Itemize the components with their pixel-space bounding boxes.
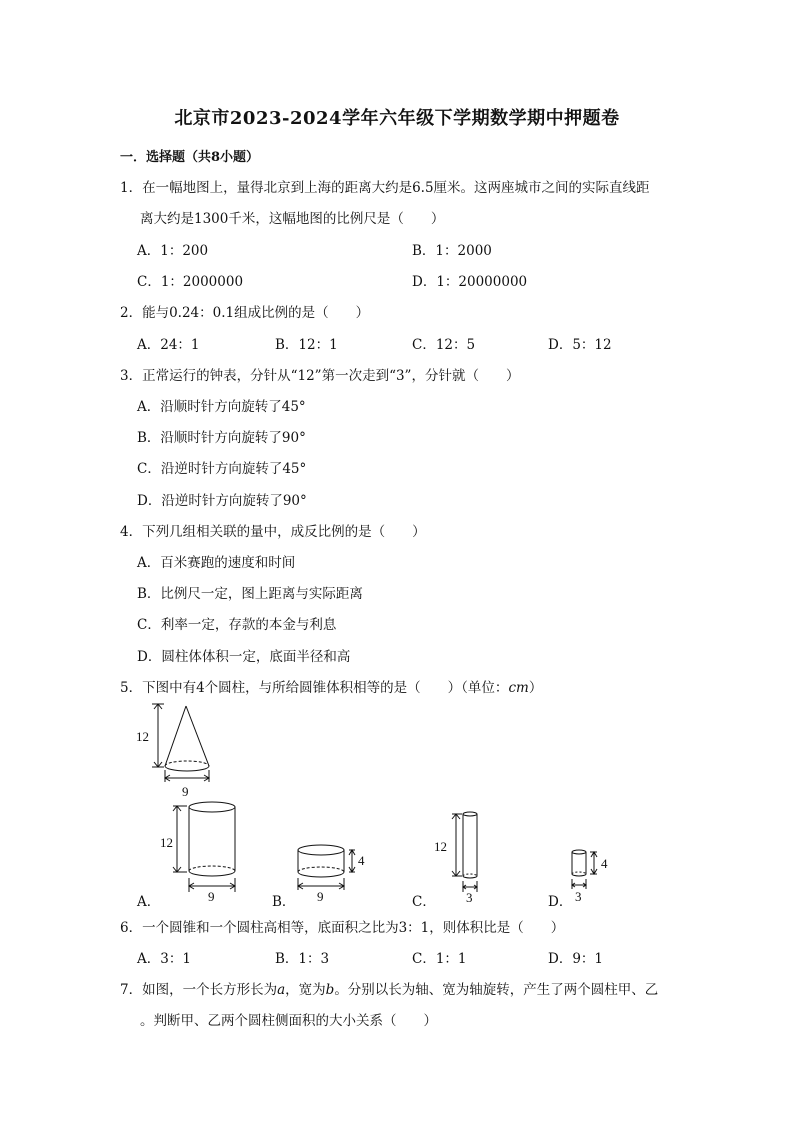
q6-stem: 6．一个圆锥和一个圆柱高相等，底面积之比为3：1，则体积比是（ ） [120, 920, 565, 936]
cylinder-d-figure[interactable] [566, 846, 626, 908]
q4-option-b[interactable]: B．比例尺一定，图上距离与实际距离 [137, 586, 363, 602]
q1-stem-line1: 1．在一幅地图上，量得北京到上海的距离大约是6.5厘米。这两座城市之间的实际直线距 [120, 180, 650, 196]
q5-option-c-label[interactable]: C． [412, 894, 436, 910]
q7-stem-line1 [120, 978, 658, 998]
q7-stem-line2: 。判断甲、乙两个圆柱侧面积的大小关系（ ） [140, 1013, 437, 1029]
cylinder-d-diameter-label: 3 [575, 889, 582, 904]
cylinder-c-figure[interactable] [434, 808, 494, 908]
q7-text-c: 。分别以长为轴、宽为轴旋转，产生了两个圆柱甲、乙 [334, 982, 659, 998]
section-heading: 一．选择题（共8小题） [120, 150, 260, 165]
q1-stem-line2: 离大约是1300千米，这幅地图的比例尺是（ ） [140, 211, 445, 227]
q5-unit-close: ） [528, 680, 543, 696]
q3-option-d[interactable]: D．沿逆时针方向旋转了90° [137, 493, 307, 509]
cylinder-c-height-label: 12 [434, 839, 447, 854]
q2-option-a[interactable]: A．24：1 [137, 337, 200, 353]
q6-option-c[interactable]: C．1：1 [412, 951, 467, 967]
q6-option-a[interactable]: A．3：1 [137, 951, 191, 967]
cylinder-b-height-label: 4 [358, 853, 365, 868]
cylinder-a-figure[interactable] [160, 800, 250, 910]
cylinder-a-diameter-label: 9 [208, 889, 215, 904]
q4-option-d[interactable]: D．圆柱体体积一定，底面半径和高 [137, 649, 351, 665]
q7-var-a: a [277, 982, 286, 998]
q2-option-d[interactable]: D．5：12 [548, 337, 612, 353]
q7-text-b: ，宽为 [285, 982, 326, 998]
cylinder-d-height-label: 4 [601, 856, 608, 871]
page-title: 北京市2023-2024学年六年级下学期数学期中押题卷 [174, 108, 620, 129]
q1-option-a[interactable]: A．1：200 [137, 243, 209, 259]
q2-stem: 2．能与0.24：0.1组成比例的是（ ） [120, 305, 370, 321]
q6-option-b[interactable]: B．1：3 [275, 951, 330, 967]
q4-stem: 4．下列几组相关联的量中，成反比例的是（ ） [120, 524, 426, 540]
q5-stem-text: 5．下图中有4个圆柱，与所给圆锥体积相等的是（ ）（单位： [120, 680, 509, 696]
q4-option-a[interactable]: A．百米赛跑的速度和时间 [137, 555, 296, 571]
q1-option-b[interactable]: B．1：2000 [412, 243, 492, 259]
cone-figure [130, 700, 230, 800]
cylinder-a-height-label: 12 [160, 835, 173, 850]
q5-option-d-label[interactable]: D． [548, 894, 573, 910]
q5-option-a-label[interactable]: A． [137, 894, 161, 910]
cone-height-label: 12 [136, 729, 149, 744]
cone-diameter-label: 9 [182, 784, 189, 799]
q2-option-c[interactable]: C．12：5 [412, 337, 476, 353]
cylinder-b-diameter-label: 9 [317, 889, 324, 904]
q4-option-c[interactable]: C．利率一定，存款的本金与利息 [137, 617, 337, 633]
q3-option-c[interactable]: C．沿逆时针方向旋转了45° [137, 461, 307, 477]
q7-var-b: b [325, 982, 335, 998]
q5-stem [120, 676, 542, 696]
q2-option-b[interactable]: B．12：1 [275, 337, 338, 353]
q1-option-c[interactable]: C．1：2000000 [137, 274, 244, 290]
q7-text-a: 7．如图，一个长方形长为 [120, 982, 278, 998]
q5-unit: cm [508, 680, 529, 696]
cylinder-c-diameter-label: 3 [466, 890, 473, 905]
q3-stem: 3．正常运行的钟表，分针从“12”第一次走到“3”，分针就（ ） [120, 368, 520, 384]
q3-option-a[interactable]: A．沿顺时针方向旋转了45° [137, 399, 306, 415]
q5-option-b-label[interactable]: B． [272, 894, 296, 910]
q6-option-d[interactable]: D．9：1 [548, 951, 604, 967]
q3-option-b[interactable]: B．沿顺时针方向旋转了90° [137, 430, 306, 446]
cylinder-b-figure[interactable] [290, 840, 370, 910]
q1-option-d[interactable]: D．1：20000000 [412, 274, 528, 290]
